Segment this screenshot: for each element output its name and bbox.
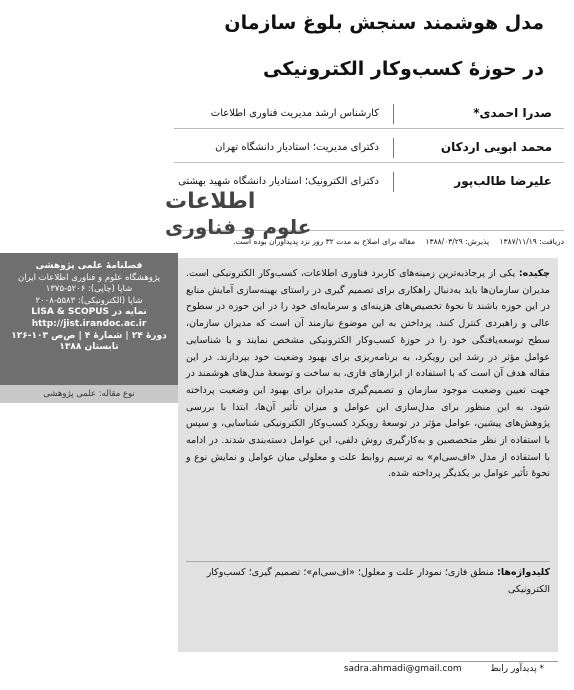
author-separator	[393, 172, 394, 192]
issn-online: شاپا (الکترونیکی): ۵۵۸۳-۲۰۰۸	[35, 295, 143, 306]
author-separator	[393, 104, 394, 124]
journal-url[interactable]: http://jist.irandoc.ac.ir	[31, 318, 147, 329]
author-separator	[393, 138, 394, 158]
article-title-line-2: در حوزۀ کسب‌وکار الکترونیکی	[263, 58, 544, 80]
author-name: صدرا احمدی*	[473, 106, 552, 120]
journal-info-panel	[0, 253, 178, 385]
keywords-divider	[186, 561, 550, 562]
author-divider	[174, 128, 564, 129]
abstract-label: چکیده:	[518, 268, 550, 279]
author-affiliation: دکترای الکترونیک؛ استادیار دانشگاه شهید بهشتی	[178, 176, 379, 187]
revision-note: مقاله برای اصلاح به مدت ۳۲ روز نزد پدیدآوران بوده است.	[232, 237, 416, 246]
logo-line-2: علوم و فناوری	[165, 215, 312, 239]
received-date: دریافت: ۱۳۸۷/۱۱/۱۹	[499, 237, 564, 246]
journal-type: فصلنامۀ علمی پژوهشی	[35, 261, 143, 271]
abstract-box	[178, 258, 558, 652]
indexing: نمایه در LISA & SCOPUS	[31, 307, 147, 318]
author-divider	[174, 162, 564, 163]
footnote-label: * پدیدآور رابط	[490, 664, 544, 674]
author-affiliation: کارشناس ارشد مدیریت فناوری اطلاعات	[210, 108, 379, 119]
issue-info: دورۀ ۲۴ | شمارۀ ۴ | ص‌ص ۱۰۳-۱۲۶	[11, 330, 167, 341]
article-type: نوع مقاله: علمی پژوهشی	[0, 385, 178, 403]
journal-publisher: پژوهشگاه علوم و فناوری اطلاعات ایران	[17, 272, 161, 283]
corresponding-email[interactable]: sadra.ahmadi@gmail.com	[343, 664, 462, 674]
keywords-label: کلیدواژه‌ها:	[497, 567, 550, 578]
dates-line	[174, 237, 564, 253]
issue-season: تابستان ۱۳۸۸	[59, 342, 119, 353]
author-affiliation: دکترای مدیریت؛ استادیار دانشگاه تهران	[215, 142, 379, 153]
keywords	[186, 564, 550, 598]
article-title-line-1: مدل هوشمند سنجش بلوغ سازمان	[224, 12, 544, 34]
abstract	[186, 266, 550, 483]
footnote	[244, 664, 544, 674]
author-name: محمد ابویی اردکان	[440, 140, 552, 154]
logo-line-1: اطلاعات	[165, 189, 256, 214]
accepted-date: پذیرش: ۱۳۸۸/۰۳/۲۹	[425, 237, 490, 246]
journal-logo	[20, 182, 312, 242]
issn-print: شاپا (چاپی): ۵۲۰۶-۱۳۷۵	[45, 284, 133, 295]
footnote-divider	[350, 661, 558, 662]
author-name: علیرضا طالب‌پور	[454, 174, 552, 188]
keywords-body: منطق فازی؛ نمودار علت و معلول؛ «اف‌سی‌ام»؛ تصمیم گیری؛ کسب‌وکار الکترونیکی	[206, 567, 550, 595]
abstract-body: یکی از پرجاذبه‌ترین زمینه‌های کاربرد فناوری اطلاعات، کسب‌وکار الکترونیکی است. مدیران سازمان‌ها باید به‌دنبال راهکاری برای تصمیم گیری در راستای بهینه‌سازی آمایش منابع در این حوزه باشند تا نحوۀ تخصیص‌های هزینه‌ای و سرمایه‌ای خود را در این حوزه در سطوح عالی و راهبردی کنترل کنند. پرداختن به این موضوع نیازمند آن است که مدیران سازمان، سطح توسعه‌یافتگی خود را در حوزۀ کسب‌وکار الکترونیکی مشخص نمایند و با شناسایی عوامل مؤثر در رشد این رویکرد، به برنامه‌ریزی برای بهبود وضعیت خود بپردازند. در این مقاله هدف آن است که با استفاده از ابزارهای فازی، به ساخت و توسعۀ مدل‌های هوشمند در جهت تعیین وضعیت موجود سازمان و تصمیم‌گیری مدیران برای بهبود این وضعیت پرداخته شود. به این منظور برای مدل‌سازی این عوامل و میزان تأثیر آن‌ها، ابتدا با بررسی پژوهش‌های پیشین، عوامل مؤثر در توسعۀ رویکرد کسب‌وکار الکترونیکی شناسایی، و سپس با استفاده از نظر متخصصین و به‌کارگیری روش دلفی، این عوامل دسته‌بندی شدند. در ادامه با استفاده از مدل «اف‌سی‌ام» به ترسیم روابط علت و معلولی میان عوامل و نمایش نوع و نحوۀ تأثیر عوامل بر یکدیگر پرداخته شده.	[186, 268, 550, 480]
